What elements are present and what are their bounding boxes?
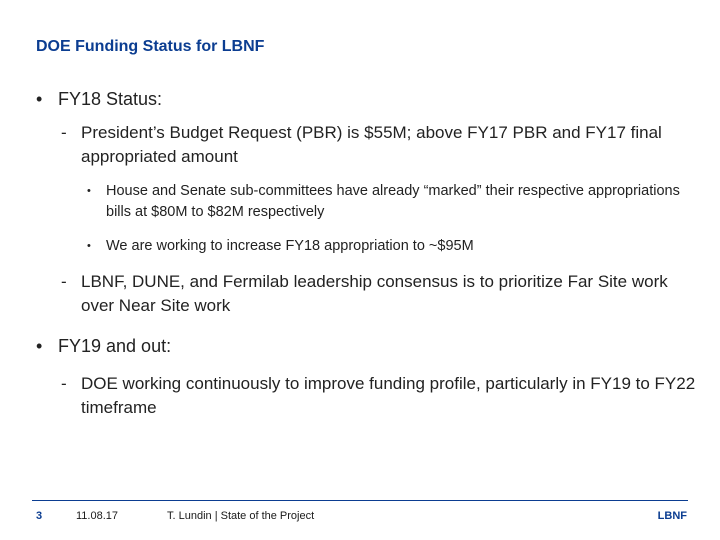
dash-marker: -	[61, 272, 67, 291]
point-subcommittees	[87, 181, 687, 223]
footer-divider	[32, 500, 688, 501]
bullet-text: FY19 and out:	[58, 336, 172, 356]
bullet-marker: •	[87, 185, 91, 197]
page-number: 3	[36, 510, 43, 522]
dash-marker: -	[61, 374, 67, 393]
point-increase-appropriation	[87, 236, 687, 257]
bullet-marker: •	[87, 240, 91, 252]
bullet-fy19-and-out	[36, 334, 696, 358]
slide-title: DOE Funding Status for LBNF	[36, 38, 265, 55]
bullet-marker: •	[36, 336, 43, 356]
footer-brand-logo: LBNF	[657, 510, 687, 522]
bullet-text: FY18 Status:	[58, 89, 163, 109]
bullet-marker: •	[36, 89, 43, 109]
point-text: House and Senate sub-committees have already “marked” their respective appropriations bills at $80M to $82M respectively	[106, 183, 680, 220]
dash-marker: -	[61, 123, 67, 142]
sub-bullet-text: LBNF, DUNE, and Fermilab leadership consensus is to prioritize Far Site work over Near Site work	[81, 272, 668, 315]
footer-date: 11.08.17	[76, 510, 119, 522]
bullet-fy18-status	[36, 87, 696, 111]
point-text: We are working to increase FY18 appropriation to ~$95M	[106, 238, 474, 254]
sub-bullet-text: President’s Budget Request (PBR) is $55M; above FY17 PBR and FY17 final appropriated amount	[81, 123, 662, 166]
sub-bullet-leadership	[61, 270, 701, 318]
footer-author: T. Lundin | State of the Project	[167, 510, 315, 522]
sub-bullet-pbr	[61, 121, 701, 169]
sub-bullet-doe-working	[61, 372, 701, 420]
sub-bullet-text: DOE working continuously to improve funding profile, particularly in FY19 to FY22 timeframe	[81, 374, 696, 417]
